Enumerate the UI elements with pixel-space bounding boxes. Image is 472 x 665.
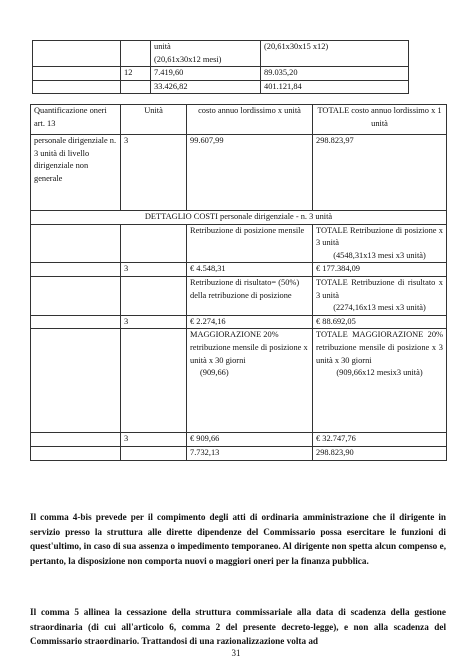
- cell-text: MAGGIORAZIONE 20% retribuzione mensile di posizione x unità x 30 giorni: [190, 330, 308, 365]
- table-cell: [31, 329, 121, 433]
- table-cell: [31, 263, 121, 277]
- table-row: [33, 41, 409, 67]
- cell-text: (4548,31x13 mesi x3 unità): [333, 250, 426, 260]
- cell-text: TOTALE MAGGIORAZIONE 20% retribuzione mensile di posizione x 3 unità x 30 giorni: [316, 330, 443, 365]
- table-cell: [31, 276, 121, 315]
- cell-text: (909,66): [200, 368, 229, 378]
- paragraph-comma-4bis: Il comma 4-bis prevede per il compimento degli atti di ordinaria amministrazione che il dirigente in servizio presso la struttura alle dirette dipendenze del Commissario possa esercitare le funzioni di quest'ultimo, in caso di sua assenza o impedimento temporaneo. Al dirigente non spetta alcun compenso e, pertanto, la disposizione non comporta nuovi o maggiori oneri per la finanza pubblica.: [30, 512, 446, 566]
- table-row: [31, 315, 447, 329]
- table-cell: [187, 329, 313, 433]
- table-cell: [121, 276, 187, 315]
- table-cell: [31, 224, 121, 263]
- table-cell: € 88.692,05: [313, 315, 447, 329]
- table-row: [31, 446, 447, 460]
- table-cell: 99.607,99: [187, 135, 313, 211]
- table-cell: Retribuzione di risultato= (50%) della retribuzione di posizione: [187, 276, 313, 315]
- header-cell: Quantificazione oneri art. 13: [31, 105, 121, 135]
- table-row: [31, 263, 447, 277]
- table-cell: [121, 224, 187, 263]
- table-cell: [121, 446, 187, 460]
- table-cell: [121, 329, 187, 433]
- table-cell: [33, 80, 121, 94]
- table-cell: [31, 433, 121, 447]
- table-cell: 3: [121, 315, 187, 329]
- table-row: [33, 80, 409, 94]
- table-row: [33, 67, 409, 81]
- table-cell: [121, 41, 151, 67]
- paragraph-comma-5: Il comma 5 allinea la cessazione della struttura commissariale alla data di scadenza della gestione straordinaria (di cui all'articolo 6, comma 2 del presente decreto-legge), e non alla scadenza del Commissario straordinario. Trattandosi di una razionalizzazione volta ad: [30, 607, 446, 647]
- top-cost-table: [32, 40, 409, 94]
- table-cell: [31, 446, 121, 460]
- cell-text: (2274,16x13 mesi x3 unità): [333, 303, 426, 313]
- table-cell: Retribuzione di posizione mensile: [187, 224, 313, 263]
- table-cell: 89.035,20: [261, 67, 409, 81]
- table-header-row: [31, 105, 447, 135]
- header-cell: TOTALE costo annuo lordissimo x 1 unità: [313, 105, 447, 135]
- detail-heading: DETTAGLIO COSTI personale dirigenziale - n. 3 unità: [31, 211, 447, 225]
- table-row: [31, 211, 447, 225]
- table-cell: 7.732,13: [187, 446, 313, 460]
- table-cell: (20,61x30x15 x12): [261, 41, 409, 67]
- cell-text: unità: [154, 42, 171, 51]
- table-cell: [313, 276, 447, 315]
- table-row: [31, 224, 447, 263]
- table-cell: € 909,66: [187, 433, 313, 447]
- header-cell: Unità: [121, 105, 187, 135]
- cell-text: TOTALE Retribuzione di risultato x 3 unità: [316, 277, 443, 300]
- table-row: [31, 276, 447, 315]
- table-row: [31, 135, 447, 211]
- cost-breakdown-table: [30, 104, 447, 461]
- table-cell: € 4.548,31: [187, 263, 313, 277]
- table-cell: [121, 80, 151, 94]
- table-row: [31, 329, 447, 433]
- table-cell: 298.823,90: [313, 446, 447, 460]
- cell-text: (20,61x30x12 mesi): [154, 54, 222, 64]
- cell-text: (909,66x12 mesix3 unità): [336, 368, 423, 378]
- header-cell: costo annuo lordissimo x unità: [187, 105, 313, 135]
- table-cell: 3: [121, 135, 187, 211]
- table-cell: 3: [121, 263, 187, 277]
- table-cell: [31, 315, 121, 329]
- table-cell: [313, 329, 447, 433]
- page-number: 31: [231, 648, 241, 658]
- table-cell: personale dirigenziale n. 3 unità di livello dirigenziale non generale: [31, 135, 121, 211]
- table-cell: 3: [121, 433, 187, 447]
- table-row: [31, 433, 447, 447]
- table-cell: 33.426,82: [151, 80, 261, 94]
- table-cell: € 2.274,16: [187, 315, 313, 329]
- table-cell: 401.121,84: [261, 80, 409, 94]
- cell-text: TOTALE Retribuzione di posizione x 3 unità: [316, 225, 443, 248]
- table-cell: [313, 224, 447, 263]
- table-cell: [33, 67, 121, 81]
- table-cell: [33, 41, 121, 67]
- table-cell: 298.823,97: [313, 135, 447, 211]
- table-cell: 7.419,60: [151, 67, 261, 81]
- table-cell: [151, 41, 261, 67]
- table-cell: € 177.384,09: [313, 263, 447, 277]
- table-cell: 12: [121, 67, 151, 81]
- table-cell: € 32.747,76: [313, 433, 447, 447]
